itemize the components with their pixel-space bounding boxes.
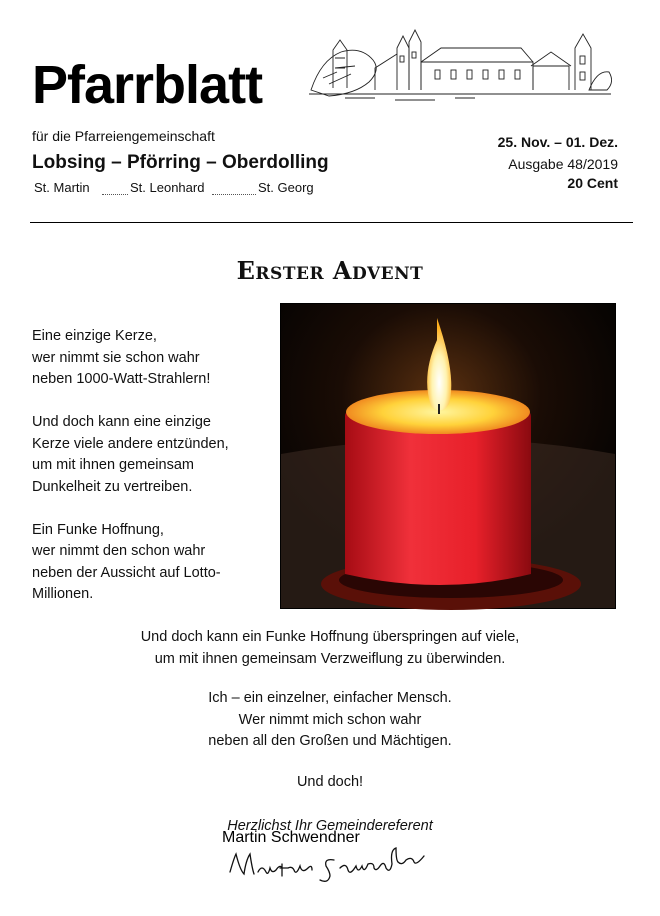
poem-line: wer nimmt sie schon wahr <box>32 349 200 366</box>
text-line: Wer nimmt mich schon wahr <box>238 711 422 728</box>
newsletter-title: Pfarrblatt <box>32 55 263 115</box>
poem-line: Kerze viele andere entzünden, <box>32 435 229 452</box>
candle-photo <box>280 303 616 609</box>
text-line: um mit ihnen gemeinsam Verzweiflung zu überwinden. <box>154 650 506 667</box>
greeting: Herzlichst Ihr Gemeindereferent <box>227 818 433 834</box>
church-illustration <box>305 28 615 106</box>
signature-text: Martin Schwendner <box>222 829 360 846</box>
signature <box>222 829 462 892</box>
parish-st-georg: St. Georg <box>258 180 314 195</box>
places: Lobsing – Pförring – Oberdolling <box>32 152 329 173</box>
poem-line: um mit ihnen gemeinsam <box>32 457 194 473</box>
poem-line: Millionen. <box>32 586 94 602</box>
price: 20 Cent <box>567 175 618 191</box>
subtitle: für die Pfarreiengemeinschaft <box>32 128 215 144</box>
text-line: Und doch! <box>296 774 364 790</box>
poem-line: neben 1000-Watt-Strahlern! <box>32 371 211 387</box>
poem-paragraph <box>32 520 267 606</box>
text-line: Und doch kann ein Funke Hoffnung überspringen auf viele, <box>140 629 520 645</box>
header-divider <box>30 222 633 223</box>
center-paragraph-2 <box>0 688 660 753</box>
parish-list <box>34 180 334 198</box>
poem-left-column <box>32 326 267 627</box>
date-range: 25. Nov. – 01. Dez. <box>497 134 618 150</box>
poem-line: Und doch kann eine einzige <box>32 414 211 430</box>
poem-line: Ein Funke Hoffnung, <box>32 521 164 538</box>
poem-paragraph <box>32 326 267 391</box>
poem-paragraph <box>32 412 267 498</box>
center-paragraph-3 <box>0 772 660 794</box>
issue-number: Ausgabe 48/2019 <box>508 156 618 172</box>
text-line: neben all den Großen und Mächtigen. <box>208 733 452 749</box>
center-paragraph-1 <box>0 627 660 670</box>
parish-st-leonhard: St. Leonhard <box>130 180 205 195</box>
poem-line: Dunkelheit zu vertreiben. <box>32 478 193 495</box>
poem-line: neben der Aussicht auf Lotto- <box>32 564 221 581</box>
poem-line: Eine einzige Kerze, <box>32 328 157 344</box>
text-line: Ich – ein einzelner, einfacher Mensch. <box>208 690 452 706</box>
parish-st-martin: St. Martin <box>34 180 90 195</box>
poem-line: wer nimmt den schon wahr <box>32 543 206 559</box>
article-heading: Erster Advent <box>236 256 424 285</box>
